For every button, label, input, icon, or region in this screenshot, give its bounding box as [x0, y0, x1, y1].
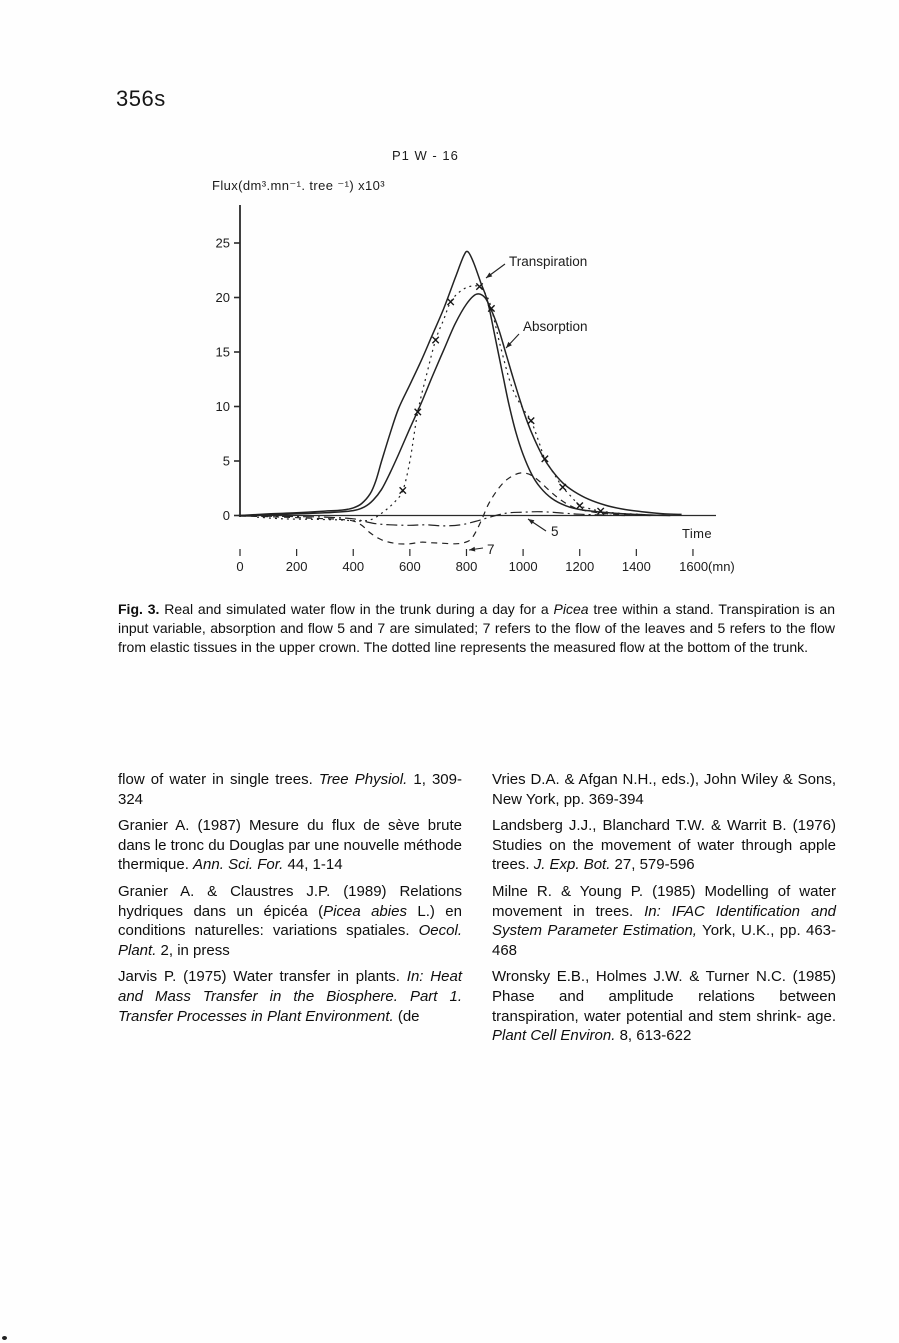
svg-text:Transpiration: Transpiration — [509, 254, 588, 269]
reference-entry: Wronsky E.B., Holmes J.W. & Turner N.C. (1985) Phase and amplitude relations between transpiration, water potential and stem shrink- age. Plant Cell Environ. 8, 613-622 — [492, 968, 836, 1045]
svg-text:Absorption: Absorption — [523, 319, 588, 334]
svg-text:1600(mn): 1600(mn) — [679, 559, 735, 574]
page-number: 356s — [116, 86, 166, 111]
figure-3-chart — [0, 0, 899, 598]
svg-text:5: 5 — [551, 524, 559, 539]
figure-caption: Fig. 3. Real and simulated water flow in the trunk during a day for a Picea tree within a stand. Transpiration is an input variable, absorption and flow 5 and 7 are simulated; 7 refers to the flow of the leaves and 5 refers to the flow from elastic tissues in the upper crown. The dotted line represents the measured flow at the bottom of the trunk. — [118, 601, 836, 655]
svg-text:20: 20 — [215, 290, 230, 305]
svg-text:600: 600 — [399, 559, 421, 574]
scan-artifact-dot — [2, 1336, 7, 1340]
svg-text:1200: 1200 — [565, 559, 595, 574]
chart-title: P1 W - 16 — [392, 148, 459, 163]
reference-entry: Milne R. & Young P. (1985) Modelling of water movement in trees. In: IFAC Identification and System Parameter Estimation, York, U.K., pp. 463-468 — [492, 882, 837, 959]
svg-text:400: 400 — [342, 559, 365, 574]
svg-text:10: 10 — [215, 399, 230, 414]
annotation-transpiration — [486, 254, 587, 278]
svg-text:7: 7 — [487, 542, 495, 557]
references-right-column — [492, 770, 836, 1053]
y-axis-ticks — [216, 236, 240, 524]
reference-entry: Granier A. & Claustres J.P. (1989) Relations hydriques dans un épicéa (Picea abies L.) en conditions naturelles: variations spatiales. Oecol. Plant. 2, in press — [118, 882, 462, 959]
annotation-7 — [469, 542, 495, 557]
reference-entry: Jarvis P. (1975) Water transfer in plants. In: Heat and Mass Transfer in the Biosphere. Part 1. Transfer Processes in Plant Environment. (de — [118, 968, 462, 1025]
svg-text:0: 0 — [236, 559, 244, 574]
annotation-5 — [528, 519, 559, 539]
reference-entry: Vries D.A. & Afgan N.H., eds.), John Wiley & Sons, New York, pp. 369-394 — [492, 771, 836, 808]
svg-text:0: 0 — [222, 508, 230, 523]
series-transpiration — [240, 251, 670, 515]
references-section — [118, 770, 837, 1053]
x-axis-ticks — [236, 549, 734, 574]
y-axis-label: Flux(dm³.mn⁻¹. tree ⁻¹) x10³ — [212, 178, 385, 193]
svg-text:1400: 1400 — [621, 559, 651, 574]
references-left-column — [118, 770, 462, 1053]
annotation-absorption — [506, 319, 588, 348]
svg-text:5: 5 — [222, 453, 230, 469]
svg-text:200: 200 — [285, 559, 308, 574]
reference-entry: flow of water in single trees. Tree Physiol. 1, 309-324 — [118, 771, 462, 808]
reference-entry: Granier A. (1987) Mesure du flux de sève brute dans le tronc du Douglas par une nouvelle méthode thermique. Ann. Sci. For. 44, 1-14 — [118, 817, 462, 874]
svg-text:25: 25 — [215, 235, 230, 251]
x-axis-label: Time — [682, 526, 713, 541]
reference-entry: Landsberg J.J., Blanchard T.W. & Warrit B. (1976) Studies on the movement of water through apple trees. J. Exp. Bot. 27, 579-596 — [492, 817, 836, 874]
svg-text:800: 800 — [455, 559, 478, 574]
series-absorption — [240, 294, 682, 516]
svg-text:15: 15 — [215, 344, 230, 360]
svg-text:1000: 1000 — [508, 559, 538, 574]
